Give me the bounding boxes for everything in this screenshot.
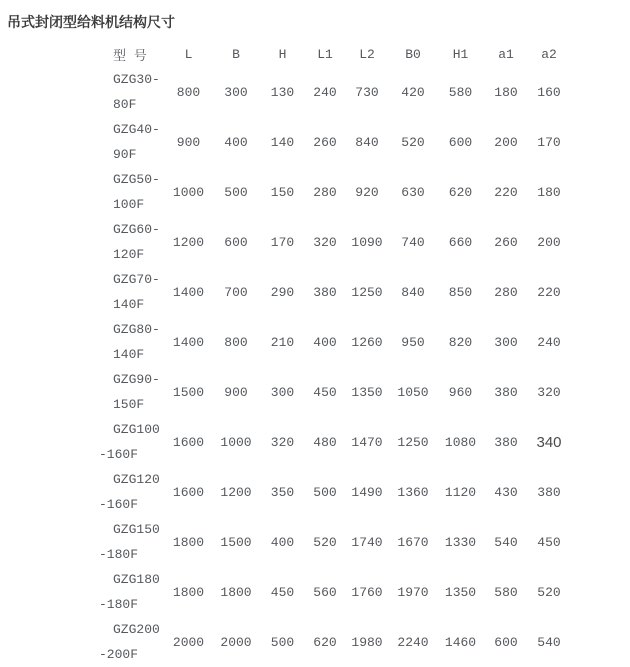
- model-name-line1: GZG50-: [113, 172, 160, 187]
- model-cell: [100, 517, 165, 567]
- model-name-line2: 80F: [113, 97, 137, 112]
- model-name-line1: GZG90-: [113, 372, 160, 387]
- value-cell-L1: 620: [313, 634, 337, 650]
- value-cell-L1: 260: [313, 134, 337, 150]
- value-cell-H: 450: [270, 584, 295, 600]
- value-cell-B0: 1970: [397, 584, 429, 600]
- value-cell-a1: 380: [494, 384, 518, 400]
- value-cell-H: 350: [270, 484, 295, 500]
- value-cell-H1: 580: [448, 84, 473, 100]
- table-row: [100, 367, 570, 417]
- model-cell: [100, 467, 165, 517]
- value-cell-H1: 620: [448, 184, 473, 200]
- value-cell-B0: 2240: [397, 634, 429, 650]
- value-cell-a1: 380: [494, 434, 518, 450]
- table-row: [100, 217, 570, 267]
- model-name-line2: 140F: [113, 347, 145, 362]
- column-header-H: H: [278, 46, 287, 62]
- model-name-line2: -200F: [99, 647, 139, 662]
- value-cell-L: 1600: [172, 434, 205, 450]
- value-cell-L2: 1760: [351, 584, 383, 600]
- value-cell-H: 300: [270, 384, 295, 400]
- model-name-line1: GZG100: [113, 422, 160, 437]
- value-cell-L2: 1260: [351, 334, 383, 350]
- value-cell-a1: 260: [494, 234, 518, 250]
- value-cell-a2: 320: [537, 384, 561, 400]
- value-cell-H1: 820: [448, 334, 473, 350]
- dimensions-table: [100, 41, 570, 667]
- table-row: [100, 267, 570, 317]
- value-cell-H1: 1350: [444, 584, 477, 600]
- value-cell-L: 1600: [172, 484, 205, 500]
- value-cell-H1: 1330: [444, 534, 477, 550]
- value-cell-H: 500: [270, 634, 295, 650]
- value-cell-a2: 200: [537, 234, 561, 250]
- value-cell-B0: 1050: [397, 384, 429, 400]
- value-cell-B: 1800: [220, 584, 252, 600]
- value-cell-L1: 450: [313, 384, 337, 400]
- value-cell-B: 800: [224, 334, 248, 350]
- value-cell-a1: 180: [494, 84, 518, 100]
- model-name-line2: 100F: [113, 197, 145, 212]
- value-cell-H: 140: [270, 134, 295, 150]
- table-row: [100, 117, 570, 167]
- value-cell-B: 1200: [220, 484, 252, 500]
- value-cell-L1: 380: [313, 284, 337, 300]
- table-row: [100, 517, 570, 567]
- model-name-line1: GZG40-: [113, 122, 160, 137]
- table-row: [100, 317, 570, 367]
- model-name-line2: 140F: [113, 297, 145, 312]
- value-cell-L: 800: [176, 84, 201, 100]
- model-cell: [100, 367, 165, 417]
- value-cell-H1: 960: [448, 384, 473, 400]
- model-name-line1: GZG60-: [113, 222, 160, 237]
- table-row: [100, 617, 570, 667]
- model-name-line2: -180F: [99, 547, 139, 562]
- value-cell-a1: 600: [494, 634, 518, 650]
- value-cell-L: 1200: [172, 234, 205, 250]
- page-title: 吊式封闭型给料机结构尺寸: [7, 14, 175, 30]
- value-cell-B: 700: [224, 284, 248, 300]
- table-row: [100, 67, 570, 117]
- value-cell-L: 1800: [172, 584, 205, 600]
- value-cell-a2: 380: [537, 484, 561, 500]
- value-cell-L: 1400: [172, 284, 205, 300]
- column-header-L: L: [184, 46, 193, 62]
- table-row: [100, 417, 570, 467]
- value-cell-L2: 1740: [351, 534, 383, 550]
- value-cell-a1: 540: [494, 534, 518, 550]
- model-cell: [100, 617, 165, 667]
- value-cell-H: 210: [270, 334, 295, 350]
- column-header-H1: H1: [452, 46, 469, 62]
- value-cell-H1: 850: [448, 284, 473, 300]
- model-name-line2: -180F: [99, 597, 139, 612]
- value-cell-H1: 1460: [444, 634, 477, 650]
- value-cell-L1: 480: [313, 434, 337, 450]
- value-cell-H1: 1120: [444, 484, 477, 500]
- value-cell-L: 2000: [172, 634, 205, 650]
- value-cell-B: 300: [224, 84, 248, 100]
- value-cell-a2: 220: [537, 284, 561, 300]
- table-row: [100, 567, 570, 617]
- value-cell-a2: 540: [537, 634, 561, 650]
- value-cell-L: 1400: [172, 334, 205, 350]
- value-cell-B: 500: [224, 184, 248, 200]
- value-cell-a2: 180: [537, 184, 561, 200]
- model-name-line1: GZG200: [113, 622, 160, 637]
- value-cell-a1: 280: [494, 284, 518, 300]
- value-cell-B: 600: [224, 234, 248, 250]
- value-cell-a1: 200: [494, 134, 518, 150]
- value-cell-L1: 240: [313, 84, 337, 100]
- model-cell: [100, 417, 165, 467]
- value-cell-L1: 500: [313, 484, 337, 500]
- value-cell-B0: 1250: [397, 434, 429, 450]
- value-cell-L2: 1350: [351, 384, 383, 400]
- value-cell-B0: 1360: [397, 484, 429, 500]
- model-name-line2: -160F: [99, 497, 139, 512]
- value-cell-L: 1500: [172, 384, 205, 400]
- value-cell-L2: 730: [355, 84, 379, 100]
- value-cell-a2: 340: [536, 433, 562, 451]
- value-cell-H: 130: [270, 84, 295, 100]
- table-header-row: [100, 41, 570, 67]
- model-cell: [100, 317, 165, 367]
- value-cell-a1: 430: [494, 484, 518, 500]
- model-name-line2: -160F: [99, 447, 139, 462]
- value-cell-a1: 220: [494, 184, 518, 200]
- value-cell-H1: 600: [448, 134, 473, 150]
- table-row: [100, 467, 570, 517]
- value-cell-L1: 560: [313, 584, 337, 600]
- column-header-B0: B0: [405, 46, 421, 62]
- model-cell: [100, 567, 165, 617]
- model-name-line1: GZG80-: [113, 322, 160, 337]
- value-cell-a2: 170: [537, 134, 561, 150]
- value-cell-H: 290: [270, 284, 295, 300]
- value-cell-B0: 630: [401, 184, 425, 200]
- value-cell-L2: 840: [355, 134, 379, 150]
- value-cell-H: 150: [270, 184, 295, 200]
- value-cell-L1: 520: [313, 534, 337, 550]
- value-cell-B0: 520: [401, 134, 425, 150]
- value-cell-B0: 840: [401, 284, 425, 300]
- value-cell-H1: 660: [448, 234, 473, 250]
- model-name-line1: GZG120: [113, 472, 160, 487]
- value-cell-H: 170: [270, 234, 295, 250]
- model-cell: [100, 67, 165, 117]
- model-cell: [100, 217, 165, 267]
- model-name-line1: GZG180: [113, 572, 160, 587]
- value-cell-B: 400: [224, 134, 248, 150]
- model-cell: [100, 167, 165, 217]
- value-cell-B0: 740: [401, 234, 425, 250]
- column-header-B: B: [232, 46, 240, 62]
- column-header-a2: a2: [541, 46, 557, 62]
- column-header-a1: a1: [498, 46, 514, 62]
- value-cell-H1: 1080: [444, 434, 477, 450]
- value-cell-B: 1000: [220, 434, 252, 450]
- value-cell-L2: 1980: [351, 634, 383, 650]
- value-cell-B: 2000: [220, 634, 252, 650]
- column-header-L1: L1: [317, 46, 333, 62]
- column-header-L2: L2: [359, 46, 375, 62]
- model-cell: [100, 267, 165, 317]
- value-cell-L1: 280: [313, 184, 337, 200]
- value-cell-L1: 320: [313, 234, 337, 250]
- value-cell-B: 900: [224, 384, 248, 400]
- value-cell-a1: 300: [494, 334, 518, 350]
- value-cell-L: 1000: [172, 184, 205, 200]
- value-cell-a2: 520: [537, 584, 561, 600]
- value-cell-L2: 1250: [351, 284, 383, 300]
- model-name-line2: 90F: [113, 147, 137, 162]
- table-body: [100, 67, 570, 667]
- value-cell-L2: 1090: [351, 234, 383, 250]
- value-cell-a1: 580: [494, 584, 518, 600]
- table-row: [100, 167, 570, 217]
- value-cell-a2: 450: [537, 534, 561, 550]
- value-cell-H: 320: [270, 434, 295, 450]
- model-name-line2: 150F: [113, 397, 145, 412]
- value-cell-B0: 420: [401, 84, 425, 100]
- value-cell-L: 900: [176, 134, 201, 150]
- value-cell-B0: 1670: [397, 534, 429, 550]
- value-cell-a2: 240: [537, 334, 561, 350]
- value-cell-B: 1500: [220, 534, 252, 550]
- model-name-line1: GZG30-: [113, 72, 160, 87]
- value-cell-L2: 1490: [351, 484, 383, 500]
- model-name-line1: GZG70-: [113, 272, 160, 287]
- value-cell-L2: 1470: [351, 434, 383, 450]
- value-cell-H: 400: [270, 534, 295, 550]
- model-cell: [100, 117, 165, 167]
- value-cell-L1: 400: [313, 334, 337, 350]
- value-cell-L: 1800: [172, 534, 205, 550]
- value-cell-B0: 950: [401, 334, 425, 350]
- model-name-line2: 120F: [113, 247, 145, 262]
- value-cell-L2: 920: [355, 184, 379, 200]
- value-cell-a2: 160: [537, 84, 561, 100]
- column-header-model: 型 号: [113, 48, 147, 64]
- model-name-line1: GZG150: [113, 522, 160, 537]
